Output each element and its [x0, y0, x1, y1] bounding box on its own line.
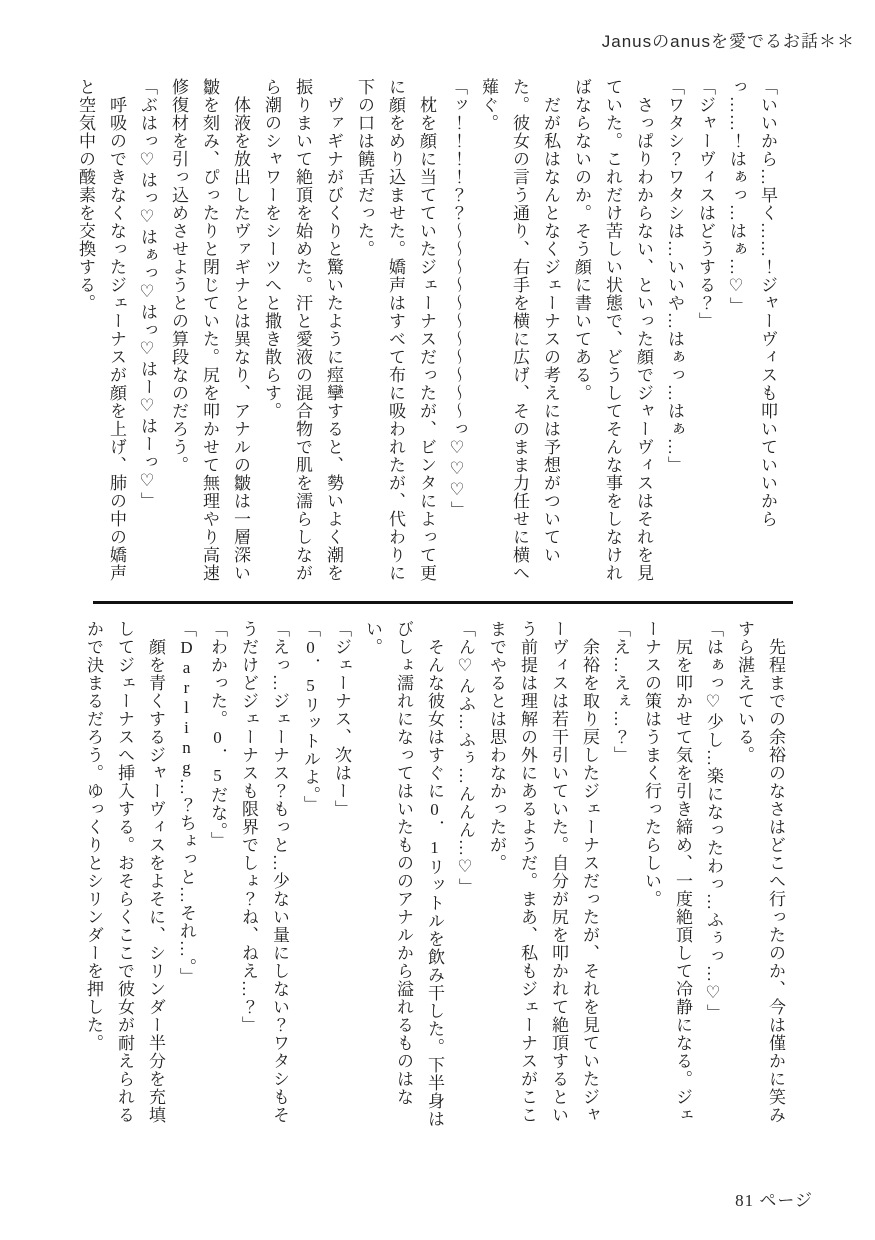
page-number: 81 ページ: [735, 1191, 813, 1210]
paragraph-line: そんな彼女はすぐに0．1リットルを飲み干した。下半身はびしょ濡れになってはいたもののアナルから溢れるものはない。: [363, 620, 444, 1128]
paragraph-line: 呼吸のできなくなったジェーナスが顔を上げ、肺の中の嬌声と空気中の酸素を交換する。: [76, 78, 126, 582]
paragraph-line: 枕を顔に当てていたジェーナスだったが、ビンタによって更に顔をめり込ませた。嬌声はすべて布に吸われたが、代わりに下の口は饒舌だった。: [355, 78, 436, 582]
paragraph-line: 体液を放出したヴァギナとは異なり、アナルの皺は一層深い皺を刻み、ぴったりと閉じていた。尻を叩かせて無理やり高速修復材を引っ込めさせようとの算段なのだろう。: [169, 78, 250, 582]
paragraph-line: 「ジェーナス、次はー」: [332, 620, 351, 818]
paragraph-line: 「ワタシ？ワタシは…いいや…はぁっ…はぁ…」: [665, 78, 684, 474]
paragraph-line: 尻を叩かせて気を引き締め、一度絶頂して冷静になる。ジェーナスの策はうまく行ったらしい。: [642, 620, 692, 1124]
paragraph-line: 余裕を取り戻したジェーナスだったが、それを見ていたジャーヴィスは若干引いていた。自分が尻を叩かれて絶頂するという前提は理解の外にあるようだ。まあ、私もジェーナスがここまでやるとは思わなかったが。: [487, 620, 599, 1124]
paragraph-line: 「ん♡んふ…ふぅ…んんん…♡」: [456, 620, 475, 896]
paragraph-line: 「ッ！！！！？？～～～～～～～～～～～っ♡♡♡」: [448, 78, 467, 519]
paragraph-line: 顔を青くするジャーヴィスをよそに、シリンダー半分を充填してジェーナスへ挿入する。おそらくここで彼女が耐えられるかで決まるだろう。ゆっくりとシリンダーを押した。: [84, 620, 165, 1124]
paragraph-line: 「いいから…早く……！ジャーヴィスも叩いていいからっ……！はぁっ…はぁ…♡」: [727, 78, 777, 528]
paragraph-line: 「えっ…ジェーナス？もっと…少ない量にしない？ワタシもそうだけどジェーナスも限界でしょ？ね、ねえ…？」: [239, 620, 289, 1124]
running-header-title: Janusのanusを愛でるお話＊＊: [601, 32, 855, 51]
paragraph-line: 「ジャーヴィスはどうする？」: [696, 78, 715, 330]
section-divider: [93, 601, 793, 604]
paragraph-line: 「0．5リットルよ。」: [301, 620, 320, 814]
paragraph-line: さっぱりわからない、といった顔でジャーヴィスはそれを見ていた。これだけ苦しい状態で、どうしてそんな事をしなければならないのか。そう顔に書いてある。: [572, 78, 653, 582]
paragraph-line: 「ぶはっ♡はっ♡はぁっ♡はっ♡はー♡はーっ♡」: [138, 78, 157, 510]
paragraph-line: 「はぁっ♡少し…楽になったわっ…ふぅっ…♡」: [704, 620, 723, 1022]
bottom-text-block: [78, 620, 791, 1128]
paragraph-line: 「え…えぇ…？」: [611, 620, 630, 764]
paragraph-line: 先程までの余裕のなさはどこへ行ったのか、今は僅かに笑みすら湛えている。: [735, 620, 785, 1124]
paragraph-line: 「Darling…？ちょっと…それ…。」: [177, 620, 196, 986]
paragraph-line: だが私はなんとなくジェーナスの考えには予想がついていた。彼女の言う通り、右手を横に広げ、そのまま力任せに横へ薙ぐ。: [479, 78, 560, 582]
paragraph-line: ヴァギナがびくりと驚いたように痙攣すると、勢いよく潮を振りまいて絶頂を始めた。汗と愛液の混合物で肌を濡らしながら潮のシャワーをシーツへと撒き散らす。: [262, 78, 343, 582]
top-text-block: [70, 78, 783, 598]
paragraph-line: 「わかった。0．5だな。」: [208, 620, 227, 850]
